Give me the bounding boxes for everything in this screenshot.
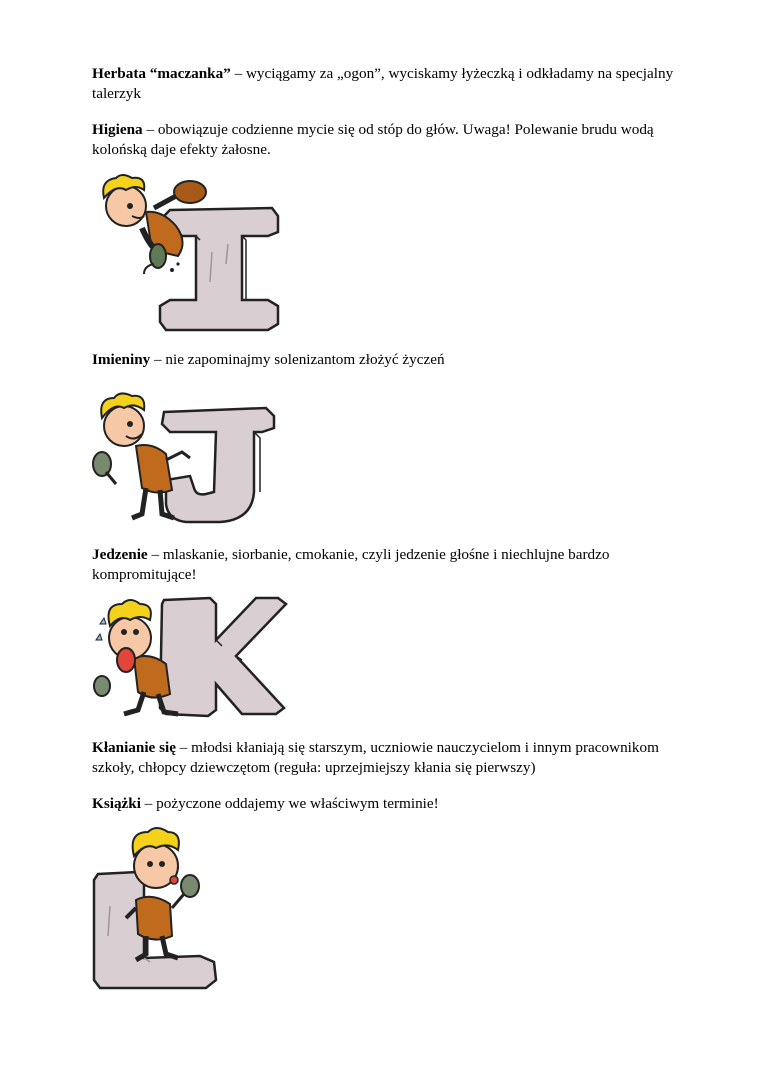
entry-text: – wyciągamy za „ogon”, wyciskamy łyżeczką i odkładamy na specjalny talerzyk	[92, 65, 674, 102]
entry-term: Higiena	[92, 121, 143, 138]
entry-text: – nie zapominajmy solenizantom złożyć życzeń	[150, 351, 445, 368]
entry-jedzenie	[92, 545, 692, 585]
entry-text: – mlaskanie, siorbanie, cmokanie, czyli jedzenie głośne i niechlujne bardzo kompromitujące!	[92, 546, 610, 583]
caveman-letter-j-illustration	[90, 388, 290, 528]
entry-ksiazki	[92, 794, 692, 814]
entry-text: – obowiązuje codzienne mycie się od stóp do głów. Uwaga! Polewanie brudu wodą kolońską daje efekty żałosne.	[92, 121, 654, 158]
entry-text: – pożyczone oddajemy we właściwym terminie!	[140, 795, 439, 812]
entry-text: – młodsi kłaniają się starszym, uczniowie nauczycielom i innym pracownikom szkoły, chłopcy dziewczętom (reguła: uprzejmiejszy kłania się pierwszy)	[92, 739, 659, 776]
caveman-letter-k-illustration	[90, 594, 290, 724]
entry-klanianie	[92, 738, 692, 778]
entry-term: Imieniny	[92, 351, 151, 368]
entry-imieniny	[92, 350, 692, 370]
entry-term: Jedzenie	[92, 546, 148, 563]
entry-term: Herbata “maczanka”	[92, 65, 231, 82]
entry-herbata	[92, 64, 692, 104]
caveman-letter-l-illustration	[90, 826, 250, 992]
entry-term: Kłanianie się	[92, 739, 176, 756]
entry-term: Książki	[92, 795, 141, 812]
entry-higiena	[92, 120, 692, 160]
caveman-letter-i-illustration	[92, 172, 292, 337]
